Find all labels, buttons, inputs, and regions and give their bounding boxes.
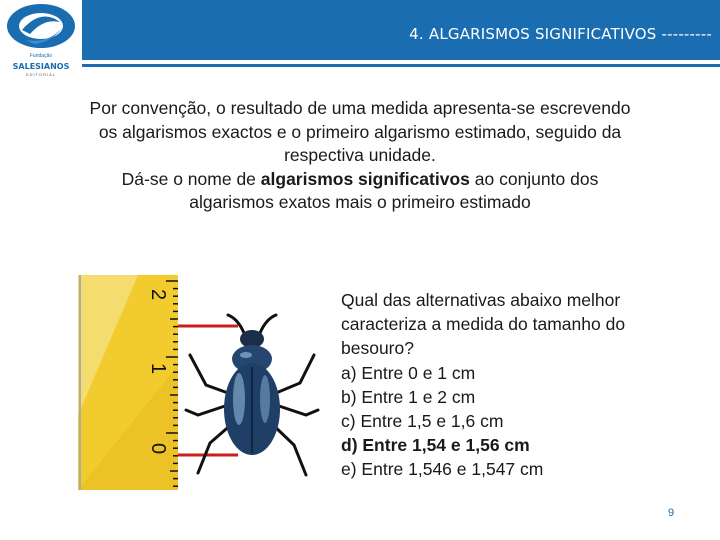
intro-line: respectiva unidade. bbox=[284, 145, 436, 165]
intro-line: algarismos exatos mais o primeiro estimado bbox=[189, 192, 531, 212]
question-line: besouro? bbox=[341, 338, 414, 359]
intro-line: Por convenção, o resultado de uma medida apresenta-se escrevendo bbox=[89, 98, 631, 118]
ruler-label-2: 2 bbox=[147, 289, 169, 301]
option-a: a) Entre 0 e 1 cm bbox=[341, 362, 476, 383]
slide-title: 4. ALGARISMOS SIGNIFICATIVOS --------- bbox=[409, 25, 712, 43]
option-e: e) Entre 1,546 e 1,547 cm bbox=[341, 459, 544, 480]
ruler-label-0: 0 bbox=[147, 443, 169, 455]
option-b: b) Entre 1 e 2 cm bbox=[341, 386, 476, 407]
question-block bbox=[341, 288, 711, 482]
beetle-ruler-illustration bbox=[78, 275, 322, 490]
definition-after: ao conjunto dos bbox=[469, 168, 599, 189]
question-line: Qual das alternativas abaixo melhor bbox=[341, 290, 621, 310]
definition-term: algarismos significativos bbox=[260, 168, 470, 189]
header-divider bbox=[82, 64, 720, 67]
foundation-logo bbox=[0, 0, 82, 80]
definition-before: Dá-se o nome de bbox=[121, 168, 261, 189]
ruler-label-1: 1 bbox=[147, 363, 169, 375]
definition-line bbox=[50, 168, 670, 192]
logo-editorial-text: EDITORIAL bbox=[25, 72, 57, 77]
option-c: c) Entre 1,5 e 1,6 cm bbox=[341, 411, 504, 432]
header-bar bbox=[82, 0, 720, 60]
beetle-ruler-figure bbox=[78, 275, 322, 490]
question-line: caracteriza a medida do tamanho do bbox=[341, 314, 626, 335]
logo-name: SALESIANOS bbox=[12, 62, 70, 71]
page-number: 9 bbox=[668, 507, 675, 519]
option-d: d) Entre 1,54 e 1,56 cm bbox=[341, 435, 530, 456]
intro-line: os algarismos exactos e o primeiro algarismo estimado, seguido da bbox=[98, 121, 622, 142]
logo-foundation-text: Fundação bbox=[29, 53, 53, 59]
intro-text bbox=[50, 97, 670, 215]
